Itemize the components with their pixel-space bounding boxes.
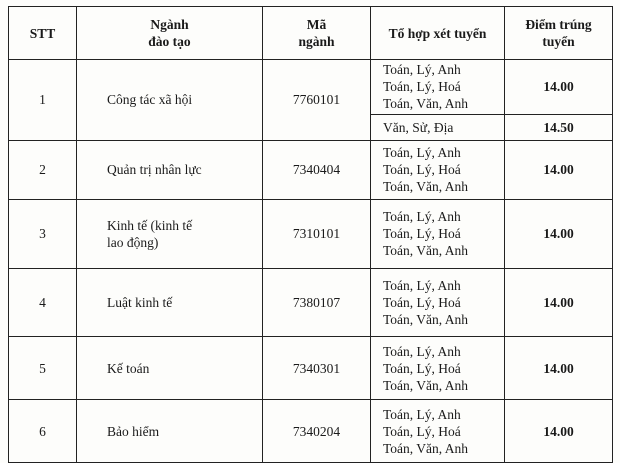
stt-cell: 5 (9, 337, 77, 400)
stt-cell: 3 (9, 199, 77, 268)
combo-cell: Toán, Lý, Anh Toán, Lý, Hoá Toán, Văn, Anh (371, 199, 505, 268)
major-cell: Công tác xã hội (77, 60, 263, 141)
header-score: Điểm trúng tuyển (505, 7, 613, 60)
stt-cell: 2 (9, 140, 77, 199)
table-row (9, 199, 613, 268)
major-cell: Bảo hiểm (77, 400, 263, 463)
score-cell: 14.00 (505, 199, 613, 268)
combo-cell: Toán, Lý, Anh Toán, Lý, Hoá Toán, Văn, Anh (371, 400, 505, 463)
combo-cell: Toán, Lý, Anh Toán, Lý, Hoá Toán, Văn, Anh (371, 60, 505, 115)
code-cell: 7760101 (263, 60, 371, 141)
stt-cell: 6 (9, 400, 77, 463)
code-cell: 7340204 (263, 400, 371, 463)
score-cell: 14.50 (505, 114, 613, 140)
table-row (9, 268, 613, 337)
major-cell: Kế toán (77, 337, 263, 400)
score-cell: 14.00 (505, 400, 613, 463)
score-cell: 14.00 (505, 337, 613, 400)
combo-cell: Toán, Lý, Anh Toán, Lý, Hoá Toán, Văn, Anh (371, 268, 505, 337)
code-cell: 7310101 (263, 199, 371, 268)
score-cell: 14.00 (505, 60, 613, 115)
table-row (9, 60, 613, 115)
score-cell: 14.00 (505, 268, 613, 337)
header-row (9, 7, 613, 60)
combo-cell: Toán, Lý, Anh Toán, Lý, Hoá Toán, Văn, Anh (371, 337, 505, 400)
header-code: Mã ngành (263, 7, 371, 60)
stt-cell: 4 (9, 268, 77, 337)
score-cell: 14.00 (505, 140, 613, 199)
major-cell: Kinh tế (kinh tế lao động) (77, 199, 263, 268)
header-combo: Tổ hợp xét tuyển (371, 7, 505, 60)
code-cell: 7340301 (263, 337, 371, 400)
header-major: Ngành đào tạo (77, 7, 263, 60)
stt-cell: 1 (9, 60, 77, 141)
admission-score-table (8, 6, 613, 463)
table-row (9, 337, 613, 400)
major-cell: Luật kinh tế (77, 268, 263, 337)
combo-cell: Văn, Sử, Địa (371, 114, 505, 140)
major-cell: Quản trị nhân lực (77, 140, 263, 199)
table-row (9, 140, 613, 199)
table-row (9, 400, 613, 463)
combo-cell: Toán, Lý, Anh Toán, Lý, Hoá Toán, Văn, Anh (371, 140, 505, 199)
code-cell: 7340404 (263, 140, 371, 199)
header-stt: STT (9, 7, 77, 60)
code-cell: 7380107 (263, 268, 371, 337)
